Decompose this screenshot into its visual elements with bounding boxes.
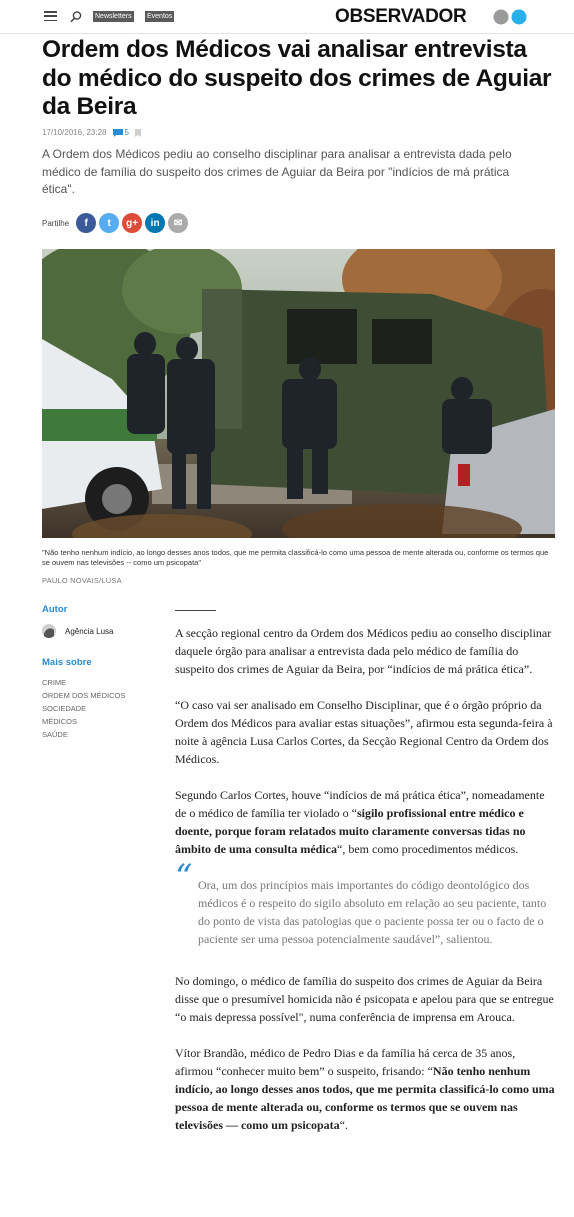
- search-icon[interactable]: [69, 10, 83, 24]
- topic-tags-list: [42, 676, 125, 741]
- photo-credit: PAULO NOVAIS/LUSA: [42, 576, 122, 585]
- article-lead: A Ordem dos Médicos pediu ao conselho disciplinar para analisar a entrevista dada pelo médico de família do suspeito dos crimes de Aguiar da Beira por "indícios de má prática ética".: [42, 147, 512, 196]
- comments-link[interactable]: [113, 128, 129, 137]
- bookmark-icon[interactable]: [135, 129, 141, 137]
- author-heading: Autor: [42, 604, 68, 615]
- body-paragraph: “O caso vai ser analisado em Conselho Disciplinar, que é o órgão próprio da Ordem dos Médicos para avaliar estas situações”, afirmou esta segunda-feira à noite à agência Lusa Carlos Cortes, da Secção Regional Centro da Ordem dos Médicos.: [175, 698, 553, 766]
- article-photo: [42, 249, 555, 538]
- article-body: [175, 624, 555, 1152]
- site-logo[interactable]: OBSERVADOR: [335, 6, 467, 27]
- body-divider: [175, 610, 216, 611]
- share-bar: [42, 213, 188, 233]
- bold-quote: Não tenho nenhum indício, ao longo desses anos todos, que me permita classificá-lo como uma pessoa de mente alterada ou, conforme os termos que se ouvem nas televisões — como um psicopata: [175, 1064, 555, 1132]
- logo-dots-icon: [493, 9, 529, 25]
- quote-text: Ora, um dos princípios mais importantes do código deontológico dos médicos é o respeito do sigilo absoluto em relação ao seu paciente, tanto do ponto de vista das patologias que o paciente possa ter ou o facto de o paciente ser uma pessoa potencialmente saudável”, salientou.: [198, 878, 547, 946]
- blockquote: [175, 857, 555, 948]
- tag-link[interactable]: SAÚDE: [42, 730, 68, 739]
- eventos-link[interactable]: Eventos: [147, 13, 173, 20]
- share-label: Partilhe: [42, 218, 70, 228]
- tag-link[interactable]: CRIME: [42, 678, 67, 687]
- police-scene-image: [42, 249, 555, 538]
- comment-icon: [113, 129, 123, 137]
- google-plus-icon[interactable]: g+: [122, 213, 142, 233]
- more-about-heading: Mais sobre: [42, 657, 92, 668]
- body-paragraph: Segundo Carlos Cortes, houve “indícios de má prática ética”, nomeadamente de o médico de família ter violado o “sigilo profissional entre médico e doente, porque foram relatados muito claramente conversas tidas no âmbito de uma consulta médica“, bem como procedimentos médicos.: [175, 788, 545, 856]
- quote-mark-icon: “: [175, 857, 193, 897]
- article-title: Ordem dos Médicos vai analisar entrevista do médico do suspeito dos crimes de Aguiar da Beira: [42, 36, 552, 120]
- author-name: Agência Lusa: [65, 626, 114, 636]
- newsletters-link[interactable]: Newsletters: [95, 13, 132, 20]
- article-meta: [42, 128, 141, 137]
- menu-icon[interactable]: [44, 11, 57, 21]
- facebook-icon[interactable]: f: [76, 213, 96, 233]
- bold-quote: sigilo profissional entre médico e doente, porque foram relatados muito claramente conversas tidas no âmbito de uma consulta médica: [175, 806, 526, 856]
- linkedin-icon[interactable]: in: [145, 213, 165, 233]
- body-paragraph: No domingo, o médico de família do suspeito dos crimes de Aguiar da Beira disse que o presumível homicida não é psicopata e apelou para que se entregue “o mais depressa possível", numa conferência de imprensa em Arouca.: [175, 974, 554, 1024]
- author-link[interactable]: [42, 624, 113, 638]
- email-icon[interactable]: ✉: [168, 213, 188, 233]
- tag-link[interactable]: MÉDICOS: [42, 717, 78, 726]
- comments-count: 5: [124, 128, 129, 137]
- photo-caption: "Não tenho nenhum indício, ao longo desses anos todos, que me permita classificá-lo como uma pessoa de mente alterada ou, conforme os termos que se ouvem nas televisões -- como um psicopata": [42, 548, 549, 567]
- top-bar: [0, 0, 574, 34]
- article-date: 17/10/2016, 23:28: [42, 128, 107, 137]
- body-paragraph: Vítor Brandão, médico de Pedro Dias e da família há cerca de 35 anos, afirmou “conhecer muito bem” o suspeito, frisando: “Não tenho nenhum indício, ao longo desses anos todos, que me permita classificá-lo como uma pessoa de mente alterada ou, conforme os termos que se ouvem nas televisões — como um psicopata“.: [175, 1046, 555, 1132]
- tag-link[interactable]: ORDEM DOS MÉDICOS: [42, 691, 126, 700]
- tag-link[interactable]: SOCIEDADE: [42, 704, 87, 713]
- author-avatar: [42, 624, 56, 638]
- twitter-icon[interactable]: t: [99, 213, 119, 233]
- body-paragraph: A secção regional centro da Ordem dos Médicos pediu ao conselho disciplinar daquele órgão para analisar a entrevista dada pelo médico de família do suspeito dos crimes de Aguiar da Beira, por “indícios de má prática ética”.: [175, 626, 552, 676]
- share-buttons: [76, 213, 188, 233]
